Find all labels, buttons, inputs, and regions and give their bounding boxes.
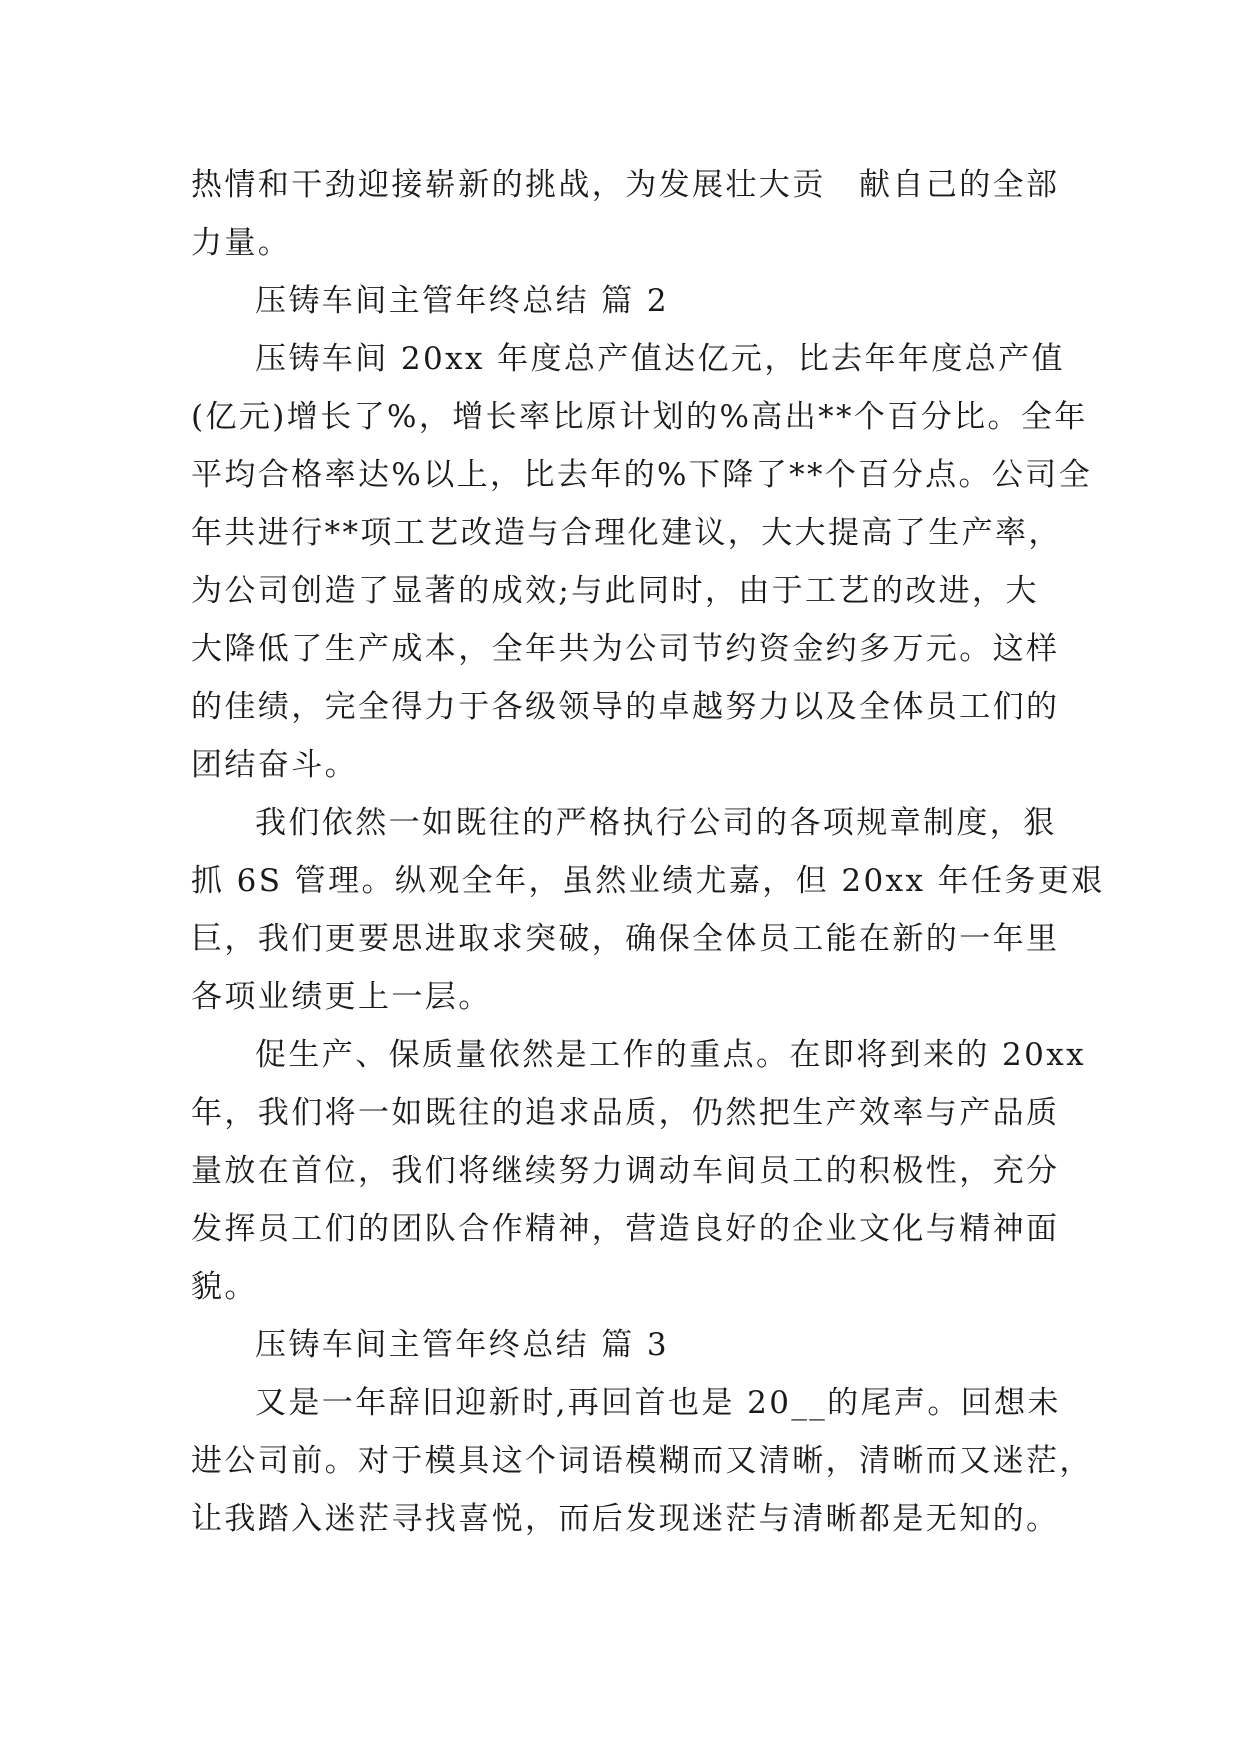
paragraph-line: 发挥员工们的团队合作精神，营造良好的企业文化与精神面 (191, 1211, 1060, 1247)
paragraph-line: 又是一年辞旧迎新时,再回首也是 20__的尾声。回想未 (255, 1385, 1061, 1421)
paragraph-line: 力量。 (191, 225, 292, 261)
paragraph-line: 巨，我们更要思进取求突破，确保全体员工能在新的一年里 (191, 921, 1060, 957)
paragraph-line: 平均合格率达%以上，比去年的%下降了**个百分点。公司全 (191, 457, 1093, 493)
paragraph-line: 进公司前。对于模具这个词语模糊而又清晰，清晰而又迷茫， (191, 1443, 1093, 1479)
paragraph-line: 团结奋斗。 (191, 747, 358, 783)
paragraph-line: 量放在首位，我们将继续努力调动车间员工的积极性，充分 (191, 1153, 1060, 1189)
paragraph-line: 貌。 (191, 1269, 258, 1305)
paragraph-line: 压铸车间 20xx 年度总产值达亿元，比去年年度总产值 (255, 341, 1065, 377)
paragraph-line: 年共进行**项工艺改造与合理化建议，大大提高了生产率， (191, 515, 1062, 551)
paragraph-line: (亿元)增长了%，增长率比原计划的%高出**个百分比。全年 (191, 399, 1088, 435)
paragraph-line: 促生产、保质量依然是工作的重点。在即将到来的 20xx (255, 1037, 1087, 1073)
paragraph-line: 我们依然一如既往的严格执行公司的各项规章制度，狠 (255, 805, 1057, 841)
paragraph-line: 为公司创造了显著的成效;与此同时，由于工艺的改进，大 (191, 573, 1039, 609)
section-heading: 压铸车间主管年终总结 篇 3 (255, 1327, 670, 1363)
paragraph-line: 的佳绩，完全得力于各级领导的卓越努力以及全体员工们的 (191, 689, 1060, 725)
paragraph-line: 让我踏入迷茫寻找喜悦，而后发现迷茫与清晰都是无知的。 (191, 1501, 1060, 1537)
paragraph-line: 热情和干劲迎接崭新的挑战，为发展壮大贡 献自己的全部 (191, 167, 1060, 203)
section-heading: 压铸车间主管年终总结 篇 2 (255, 283, 670, 319)
paragraph-line: 大降低了生产成本，全年共为公司节约资金约多万元。这样 (191, 631, 1060, 667)
paragraph-line: 抓 6S 管理。纵观全年，虽然业绩尤嘉，但 20xx 年任务更艰 (191, 863, 1105, 899)
paragraph-line: 各项业绩更上一层。 (191, 979, 492, 1015)
paragraph-line: 年，我们将一如既往的追求品质，仍然把生产效率与产品质 (191, 1095, 1060, 1131)
